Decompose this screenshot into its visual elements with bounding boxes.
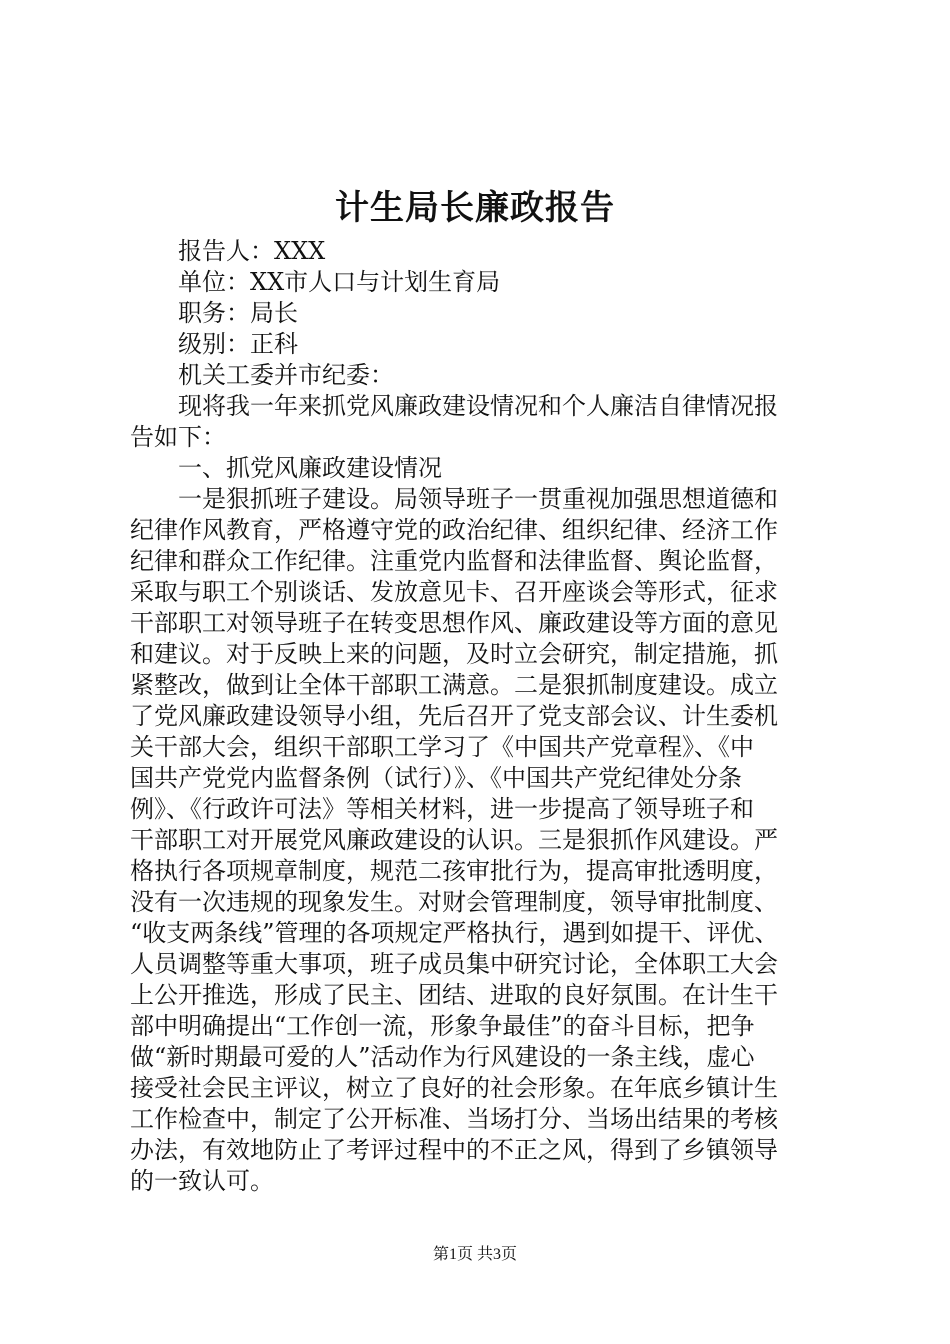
- paragraph-line: 国共产党党内监督条例（试行）》、《中国共产党纪律处分条: [130, 764, 742, 792]
- paragraph-line: 做“新时期最可爱的人”活动作为行风建设的一条主线，虚心: [130, 1043, 755, 1071]
- position-line: 职务：局长: [178, 299, 298, 327]
- paragraph-line: 采取与职工个别谈话、发放意见卡、召开座谈会等形式，征求: [130, 578, 778, 606]
- paragraph-line: 工作检查中，制定了公开标准、当场打分、当场出结果的考核: [130, 1105, 778, 1133]
- document-body: [130, 236, 830, 1197]
- paragraph-line: 现将我一年来抓党风廉政建设情况和个人廉洁自律情况报: [178, 392, 778, 420]
- salutation-line: 机关工委并市纪委：: [178, 361, 394, 389]
- paragraph-line: 和建议。对于反映上来的问题，及时立会研究，制定措施，抓: [130, 640, 778, 668]
- paragraph-line: “收支两条线”管理的各项规定严格执行，遇到如提干、评优、: [130, 919, 779, 947]
- paragraph-line: 接受社会民主评议，树立了良好的社会形象。在年底乡镇计生: [130, 1074, 778, 1102]
- page-number-footer: 第1页 共3页: [432, 1246, 517, 1263]
- reporter-line: 报告人：XXX: [178, 237, 326, 265]
- paragraph-line: 干部职工对开展党风廉政建设的认识。三是狠抓作风建设。严: [130, 826, 778, 854]
- paragraph-line: 干部职工对领导班子在转变思想作风、廉政建设等方面的意见: [130, 609, 778, 637]
- unit-line: 单位：XX市人口与计划生育局: [178, 268, 501, 296]
- paragraph-line: 例》、《行政许可法》等相关材料，进一步提高了领导班子和: [130, 795, 754, 823]
- paragraph-line: 办法，有效地防止了考评过程中的不正之风，得到了乡镇领导: [130, 1136, 778, 1164]
- document-title: 计生局长廉政报告: [335, 188, 615, 228]
- paragraph-line: 格执行各项规章制度，规范二孩审批行为，提高审批透明度，: [130, 857, 778, 885]
- paragraph-line: 一是狠抓班子建设。局领导班子一贯重视加强思想道德和: [178, 485, 778, 513]
- paragraph-line: 的一致认可。: [130, 1167, 274, 1195]
- section-heading: 一、抓党风廉政建设情况: [178, 454, 442, 482]
- paragraph-line: 人员调整等重大事项，班子成员集中研究讨论，全体职工大会: [130, 950, 778, 978]
- paragraph-line: 告如下：: [130, 423, 226, 451]
- paragraph-line: 部中明确提出“工作创一流，形象争最佳”的奋斗目标，把争: [130, 1012, 755, 1040]
- paragraph-line: 关干部大会，组织干部职工学习了《中国共产党章程》、《中: [130, 733, 754, 761]
- paragraph-line: 纪律作风教育，严格遵守党的政治纪律、组织纪律、经济工作: [130, 516, 778, 544]
- paragraph-line: 了党风廉政建设领导小组，先后召开了党支部会议、计生委机: [130, 702, 778, 730]
- paragraph-line: 纪律和群众工作纪律。注重党内监督和法律监督、舆论监督，: [130, 547, 778, 575]
- paragraph-line: 紧整改，做到让全体干部职工满意。二是狠抓制度建设。成立: [130, 671, 778, 699]
- paragraph-line: 没有一次违规的现象发生。对财会管理制度，领导审批制度、: [130, 888, 778, 916]
- rank-line: 级别：正科: [178, 330, 298, 358]
- paragraph-line: 上公开推选，形成了民主、团结、进取的良好氛围。在计生干: [130, 981, 778, 1009]
